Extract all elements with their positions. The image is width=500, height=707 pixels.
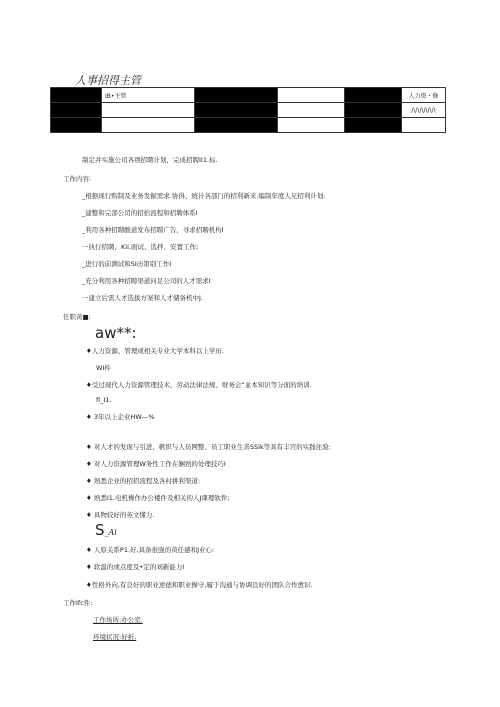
- qual-item: ♦ 具物较好的英文懂力.: [86, 511, 155, 519]
- qual-item: ♦人力资源、管理或相关专业大学本科以上学历.: [86, 347, 224, 355]
- condition-item: 工作场所:办公室.: [93, 616, 143, 624]
- qual-item: ♦ 人原关系P1.好,具备很强的黄任感和J业心:: [86, 546, 215, 554]
- redacted-cell: [51, 88, 102, 103]
- empty-cell: [278, 118, 345, 133]
- section-heading-2: [95, 520, 117, 539]
- empty-cell: [278, 88, 345, 103]
- empty-cell: [402, 118, 446, 133]
- work-item: _根据现行购制及业务发掘需求.协得、统计各部门的招利新来.编制年度人兄招利计划:: [82, 192, 326, 200]
- section-heading-s: S: [95, 521, 105, 539]
- redacted-cell: [345, 103, 402, 118]
- work-conditions-label: 工作Ifc件:: [63, 599, 93, 607]
- work-content-label: 工作内容:: [63, 175, 92, 183]
- redacted-cell: [345, 88, 402, 103]
- qual-item: ♦受过现代人力资源管理技术、劳动法律法规、财务会“並本知识等分面的培训.: [86, 381, 312, 389]
- empty-cell: [102, 118, 195, 133]
- page-title: 人事招得主管: [75, 74, 141, 87]
- header-table: [50, 87, 446, 133]
- qual-item: ♦ 对人力资源管理W务性工作在娴熟的处理技巧I: [86, 460, 226, 468]
- qual-item: ♦ 对人才的发现与引进、帆织与人员网整、员工职业生善SSik等具有丰宫的实践住验:: [86, 443, 331, 451]
- dept-cell: IB•主管: [102, 88, 195, 103]
- position-cell-2: /\/\/\/\/\/\: [402, 103, 446, 118]
- redacted-cell: [195, 103, 278, 118]
- work-item: _利用各种招聘酸道发布招聘广告、寻求招聘机构I: [82, 226, 224, 234]
- summary-text: 制定并实施公司各项招聘计划，完成招聘II1.标.: [82, 156, 218, 164]
- qual-item: ♦ 3年以上企业HW—%: [86, 413, 155, 421]
- qual-item: ♦ 熟悉I1.电机操作办公楼件及相关的人J课理软件;: [86, 494, 230, 502]
- redacted-cell: [51, 103, 102, 118]
- work-item: 一建立后需人才选拔方案和人才储备机中J.: [82, 294, 203, 302]
- redacted-cell: [345, 118, 402, 133]
- work-item: 一执行招聘、Kii.面试、选拌、安置工作;: [82, 243, 199, 251]
- redacted-cell: [51, 118, 102, 133]
- qual-item: fi_I1.: [96, 396, 112, 404]
- work-item: _充分利用各种招聘渠道问足公司的人才需求I: [82, 277, 211, 285]
- qual-item: ♦性格外向,有良好的职业逆德和职业操守,履于沟通与协调良好的团队合作愈识.: [86, 581, 313, 589]
- condition-item: 环境状况:好折.: [93, 633, 137, 641]
- empty-cell: [278, 103, 345, 118]
- section-heading: aw**:: [95, 324, 137, 342]
- empty-cell: [102, 103, 195, 118]
- redacted-cell: [195, 118, 278, 133]
- section-heading-ai: _Ai: [104, 528, 117, 537]
- work-item: _进行的前测试和SI历第别工作I: [82, 260, 172, 268]
- qual-item: WI杵: [96, 364, 111, 372]
- position-cell: 人力资・修: [402, 88, 446, 103]
- qual-item: ♦ 熟悉企业的招招流程及各村拼利渠道:: [86, 477, 201, 485]
- qual-item: ♦ 软温的或点度及•定的刘新能力I: [86, 563, 185, 571]
- qualification-label: 任职黄■:: [63, 313, 91, 321]
- redacted-cell: [195, 88, 278, 103]
- work-item: _建整和完部公司的招拾流程和招聘体系I: [82, 209, 198, 217]
